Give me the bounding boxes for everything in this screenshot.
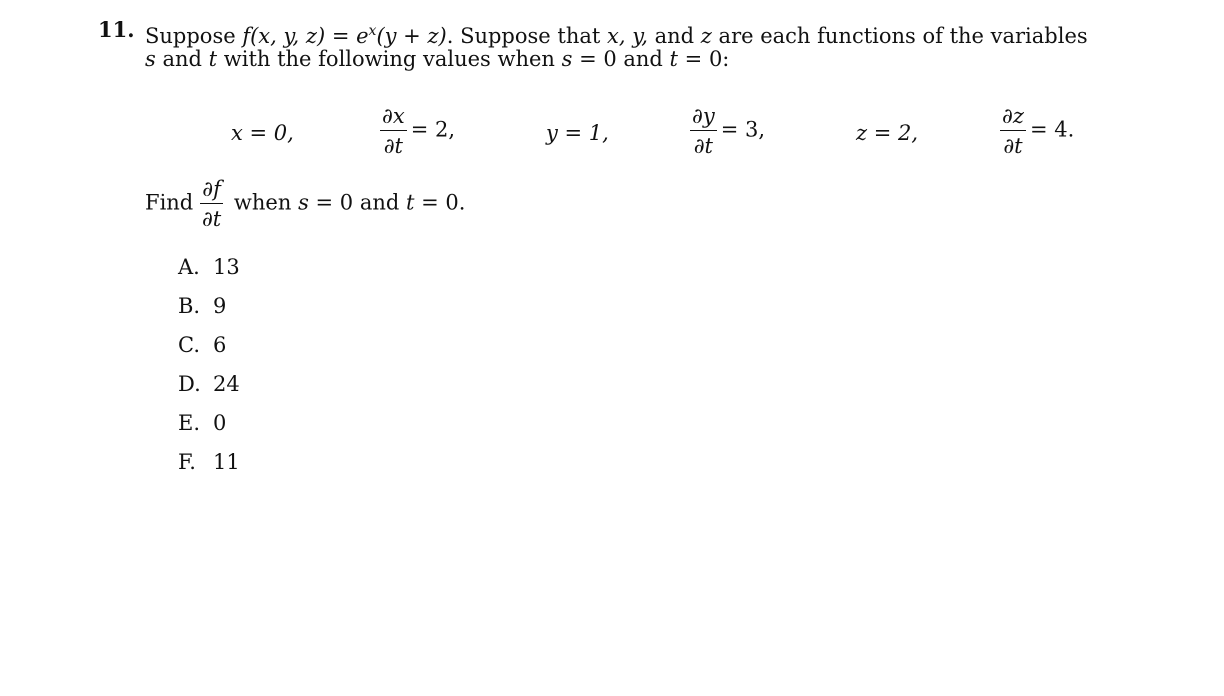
choice-value: 9 bbox=[213, 294, 227, 318]
choice-value: 11 bbox=[213, 450, 240, 474]
denominator: ∂t bbox=[383, 134, 403, 158]
cond-t: t bbox=[669, 47, 678, 71]
choice-letter: D. bbox=[178, 372, 201, 396]
var-s: s bbox=[298, 190, 309, 215]
fraction bbox=[380, 104, 407, 158]
numerator: ∂y bbox=[690, 104, 717, 131]
text: = 0 and bbox=[308, 190, 406, 215]
text: when bbox=[227, 190, 299, 215]
given-dz-dt bbox=[1000, 104, 1074, 158]
denominator: ∂t bbox=[1003, 134, 1023, 158]
value: = 4. bbox=[1029, 117, 1075, 142]
choice-c[interactable] bbox=[178, 330, 240, 369]
answer-choices bbox=[178, 252, 240, 486]
choice-letter: A. bbox=[178, 255, 200, 279]
choice-letter: F. bbox=[178, 450, 196, 474]
given-y: y = 1, bbox=[546, 121, 609, 145]
choice-value: 24 bbox=[213, 372, 240, 396]
exponent: x bbox=[368, 23, 377, 39]
choice-letter: C. bbox=[178, 333, 200, 357]
choice-value: 13 bbox=[213, 255, 240, 279]
text: are each functions of the variables bbox=[711, 24, 1088, 48]
var-t: t bbox=[406, 190, 415, 215]
text: Find bbox=[145, 190, 200, 215]
choice-value: 0 bbox=[213, 411, 227, 435]
choice-value: 6 bbox=[213, 333, 227, 357]
fraction bbox=[690, 104, 717, 158]
choice-a[interactable] bbox=[178, 252, 240, 291]
text: = 0: bbox=[678, 47, 730, 71]
cond-s: s bbox=[561, 47, 573, 71]
given-x: x = 0, bbox=[231, 121, 294, 145]
text: with the following values when bbox=[217, 47, 562, 71]
choice-f[interactable] bbox=[178, 447, 240, 486]
denominator: ∂t bbox=[693, 134, 714, 158]
fraction-df-dt bbox=[200, 177, 223, 231]
text: = 0 and bbox=[572, 47, 670, 71]
choice-b[interactable] bbox=[178, 291, 240, 330]
choice-letter: E. bbox=[178, 411, 201, 435]
problem-statement-line-2 bbox=[145, 45, 729, 73]
function-definition: f(x, y, z) = e bbox=[242, 24, 369, 48]
numerator: ∂z bbox=[1000, 104, 1026, 131]
choice-d[interactable] bbox=[178, 369, 240, 408]
choice-e[interactable] bbox=[178, 408, 240, 447]
text: = 0. bbox=[414, 190, 466, 215]
var-s: s bbox=[145, 47, 156, 71]
given-dy-dt bbox=[690, 104, 765, 158]
text: and bbox=[155, 47, 209, 71]
function-rest: (y + z) bbox=[376, 24, 447, 48]
text: and bbox=[647, 24, 701, 48]
choice-letter: B. bbox=[178, 294, 201, 318]
denominator: ∂t bbox=[201, 207, 222, 231]
numerator: ∂x bbox=[380, 104, 407, 131]
given-dx-dt bbox=[380, 104, 455, 158]
var-z: z bbox=[700, 24, 712, 48]
numerator: ∂f bbox=[200, 177, 223, 204]
text: Suppose bbox=[145, 24, 243, 48]
value: = 2, bbox=[410, 117, 456, 142]
find-statement bbox=[145, 177, 465, 231]
var-t: t bbox=[208, 47, 218, 71]
problem-number: 11. bbox=[98, 17, 135, 42]
fraction bbox=[1000, 104, 1026, 158]
value: = 3, bbox=[720, 117, 766, 142]
given-z: z = 2, bbox=[856, 121, 919, 145]
var-list: x, y, bbox=[607, 24, 648, 48]
text: . Suppose that bbox=[446, 24, 607, 48]
